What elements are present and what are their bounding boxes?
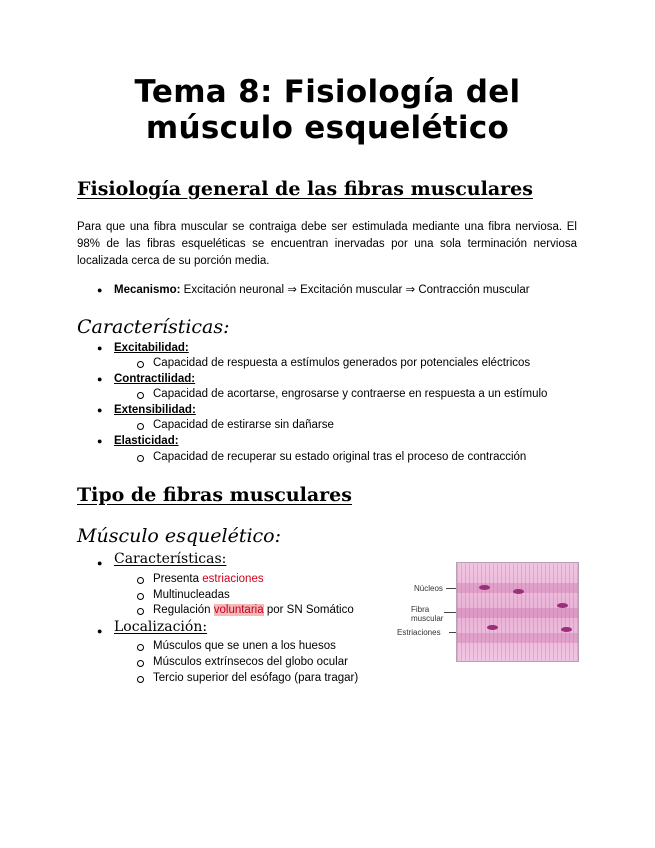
char-detail-extensibilidad: Capacidad de estirarse sin dañarse bbox=[153, 419, 334, 431]
sub-bullet-circle bbox=[137, 577, 144, 584]
bullet-dot: ● bbox=[97, 343, 103, 353]
bullet-dot: ● bbox=[97, 374, 103, 384]
muscle-micrograph bbox=[456, 562, 579, 662]
label-nucleos: Núcleos bbox=[414, 584, 443, 593]
caract-item-regulacion bbox=[153, 603, 354, 618]
bullet-dot: ● bbox=[97, 436, 103, 446]
caract-item-regulacion-prefix: Regulación bbox=[153, 604, 211, 616]
sub-bullet-circle bbox=[137, 644, 144, 651]
label-muscular: muscular bbox=[411, 614, 444, 623]
title-line-1: Tema 8: Fisiología del bbox=[134, 74, 521, 110]
bullet-dot: ● bbox=[97, 558, 103, 568]
section-heading-fisiologia: Fisiología general de las fibras musculares bbox=[77, 178, 533, 200]
caract-item-multinucleadas: Multinucleadas bbox=[153, 589, 230, 601]
sub-bullet-circle bbox=[137, 608, 144, 615]
bullet-dot: ● bbox=[97, 285, 103, 295]
caract-item-regulacion-suffix: por SN Somático bbox=[266, 604, 354, 616]
nucleus-shape bbox=[513, 589, 524, 594]
label-estriaciones: Estriaciones bbox=[397, 628, 441, 637]
mechanism-text: Excitación neuronal ⇒ Excitación muscular ⇒ Contracción muscular bbox=[183, 284, 530, 296]
nucleus-shape bbox=[561, 627, 572, 632]
mechanism-label: Mecanismo: bbox=[114, 284, 181, 296]
char-label-extensibilidad: Extensibilidad: bbox=[114, 404, 196, 416]
sub-bullet-circle bbox=[137, 660, 144, 667]
loc-item-huesos: Músculos que se unen a los huesos bbox=[153, 640, 336, 652]
voluntaria-highlight: voluntaria bbox=[213, 604, 264, 616]
char-label-elasticidad: Elasticidad: bbox=[114, 435, 179, 447]
characteristics-heading: Características: bbox=[77, 316, 230, 338]
title-line-2: músculo esquelético bbox=[145, 110, 510, 146]
char-detail-contractilidad: Capacidad de acortarse, engrosarse y contraerse en respuesta a un estímulo bbox=[153, 388, 548, 400]
sub-bullet-circle bbox=[137, 676, 144, 683]
caract-item-estriaciones bbox=[153, 572, 264, 587]
sub-bullet-circle bbox=[137, 392, 144, 399]
nucleus-shape bbox=[479, 585, 490, 590]
intro-paragraph: Para que una fibra muscular se contraiga debe ser estimulada mediante una fibra nerviosa. El 98% de las fibras esqueléticas se encuentran inervadas por una sola terminación nerviosa localizada cerca de su porción media. bbox=[77, 221, 577, 267]
loc-item-esofago: Tercio superior del esófago (para tragar) bbox=[153, 672, 359, 684]
estriaciones-highlight: estriaciones bbox=[202, 573, 264, 585]
sub-bullet-circle bbox=[137, 593, 144, 600]
fiber-band bbox=[457, 608, 578, 618]
loc-item-ocular: Músculos extrínsecos del globo ocular bbox=[153, 656, 348, 668]
caracteristicas-label: Características: bbox=[114, 551, 227, 567]
sub-bullet-circle bbox=[137, 423, 144, 430]
musculo-esqueletico-heading: Músculo esquelético: bbox=[77, 525, 282, 547]
page-title bbox=[0, 74, 655, 146]
sub-bullet-circle bbox=[137, 361, 144, 368]
localizacion-label: Localización: bbox=[114, 619, 208, 635]
char-label-contractilidad: Contractilidad: bbox=[114, 373, 196, 385]
sub-bullet-circle bbox=[137, 455, 144, 462]
char-label-excitabilidad: Excitabilidad: bbox=[114, 342, 189, 354]
caract-item-estriaciones-prefix: Presenta bbox=[153, 573, 200, 585]
nucleus-shape bbox=[487, 625, 498, 630]
bullet-dot: ● bbox=[97, 405, 103, 415]
mechanism-line bbox=[114, 283, 530, 298]
label-fibra: Fibra bbox=[411, 605, 430, 614]
char-detail-elasticidad: Capacidad de recuperar su estado original tras el proceso de contracción bbox=[153, 451, 527, 463]
fiber-band bbox=[457, 633, 578, 643]
bullet-dot: ● bbox=[97, 626, 103, 636]
nucleus-shape bbox=[557, 603, 568, 608]
muscle-fiber-figure bbox=[394, 561, 579, 661]
char-detail-excitabilidad: Capacidad de respuesta a estímulos generados por potenciales eléctricos bbox=[153, 357, 531, 369]
section-heading-tipo-fibras: Tipo de fibras musculares bbox=[77, 484, 352, 506]
